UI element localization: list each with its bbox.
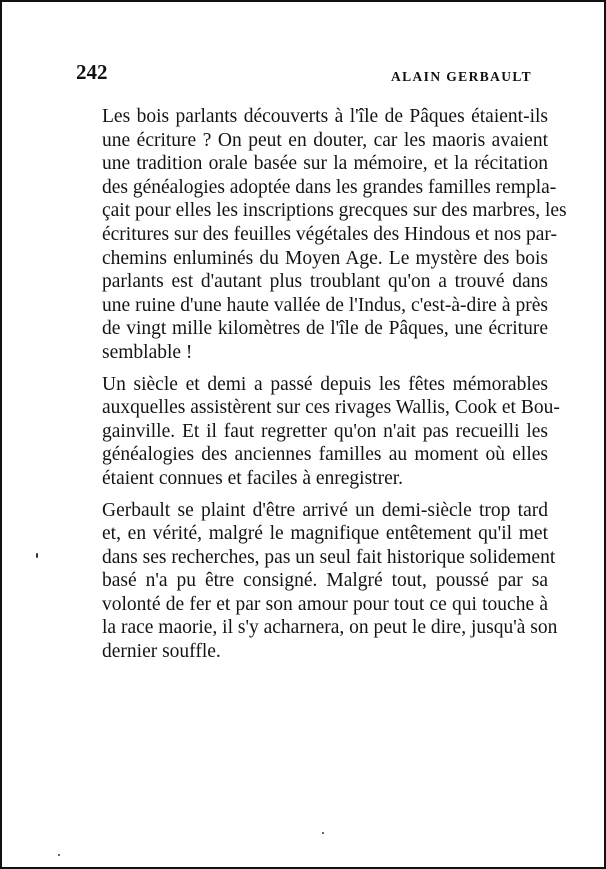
text-line: chemins enluminés du Moyen Age. Le mystère des bois [102, 247, 548, 269]
text-line: une écriture ? On peut en douter, car les maoris avaient [102, 129, 548, 151]
scan-speck [322, 832, 324, 834]
text-line: écritures sur des feuilles végétales des Hindous et nos par- [102, 223, 558, 245]
running-head: ALAIN GERBAULT [390, 69, 532, 84]
text-line: volonté de fer et par son amour pour tout ce qui touche à [102, 593, 548, 615]
text-line: étaient connues et faciles à enregistrer. [102, 467, 404, 489]
text-line: parlants est d'autant plus troublant qu'on a trouvé dans [102, 271, 548, 293]
text-line: dernier souffle. [102, 641, 221, 663]
page-number: 242 [76, 60, 108, 84]
text-line: gainville. Et il faut regretter qu'on n'ait pas recueilli les [102, 420, 548, 442]
scan-speck [58, 854, 60, 856]
text-line: dans ses recherches, pas un seul fait historique solidement [102, 546, 556, 568]
paragraph-3 [78, 499, 558, 664]
text-line: de vingt mille kilomètres de l'île de Pâques, une écriture [102, 318, 548, 340]
scan-speck [36, 553, 38, 558]
text-line: la race maorie, il s'y acharnera, on peut le dire, jusqu'à son [102, 617, 558, 639]
body-text [78, 105, 567, 672]
paragraph-1 [78, 105, 567, 365]
text-line: semblable ! [102, 341, 193, 363]
text-line: et, en vérité, malgré le magnifique entêtement qu'il met [102, 523, 548, 545]
paragraph-2 [78, 373, 560, 491]
text-line: généalogies des anciennes familles au moment où elles [102, 444, 548, 466]
text-line: une ruine d'une haute vallée de l'Indus, c'est-à-dire à près [102, 294, 548, 316]
text-line: auxquelles assistèrent sur ces rivages Wallis, Cook et Bou- [102, 397, 560, 419]
text-line: une tradition orale basée sur la mémoire, et la récitation [102, 153, 548, 175]
text-line: çait pour elles les inscriptions grecques sur des marbres, les [102, 200, 567, 222]
text-line: des généalogies adoptée dans les grandes familles rempla- [102, 176, 557, 198]
text-line: basé n'a pu être consigné. Malgré tout, poussé par sa [102, 570, 548, 592]
text-line: Gerbault se plaint d'être arrivé un demi-siècle trop tard [102, 499, 548, 521]
text-line: Un siècle et demi a passé depuis les fêtes mémorables [102, 373, 548, 395]
text-line: Les bois parlants découverts à l'île de Pâques étaient-ils [102, 106, 548, 127]
